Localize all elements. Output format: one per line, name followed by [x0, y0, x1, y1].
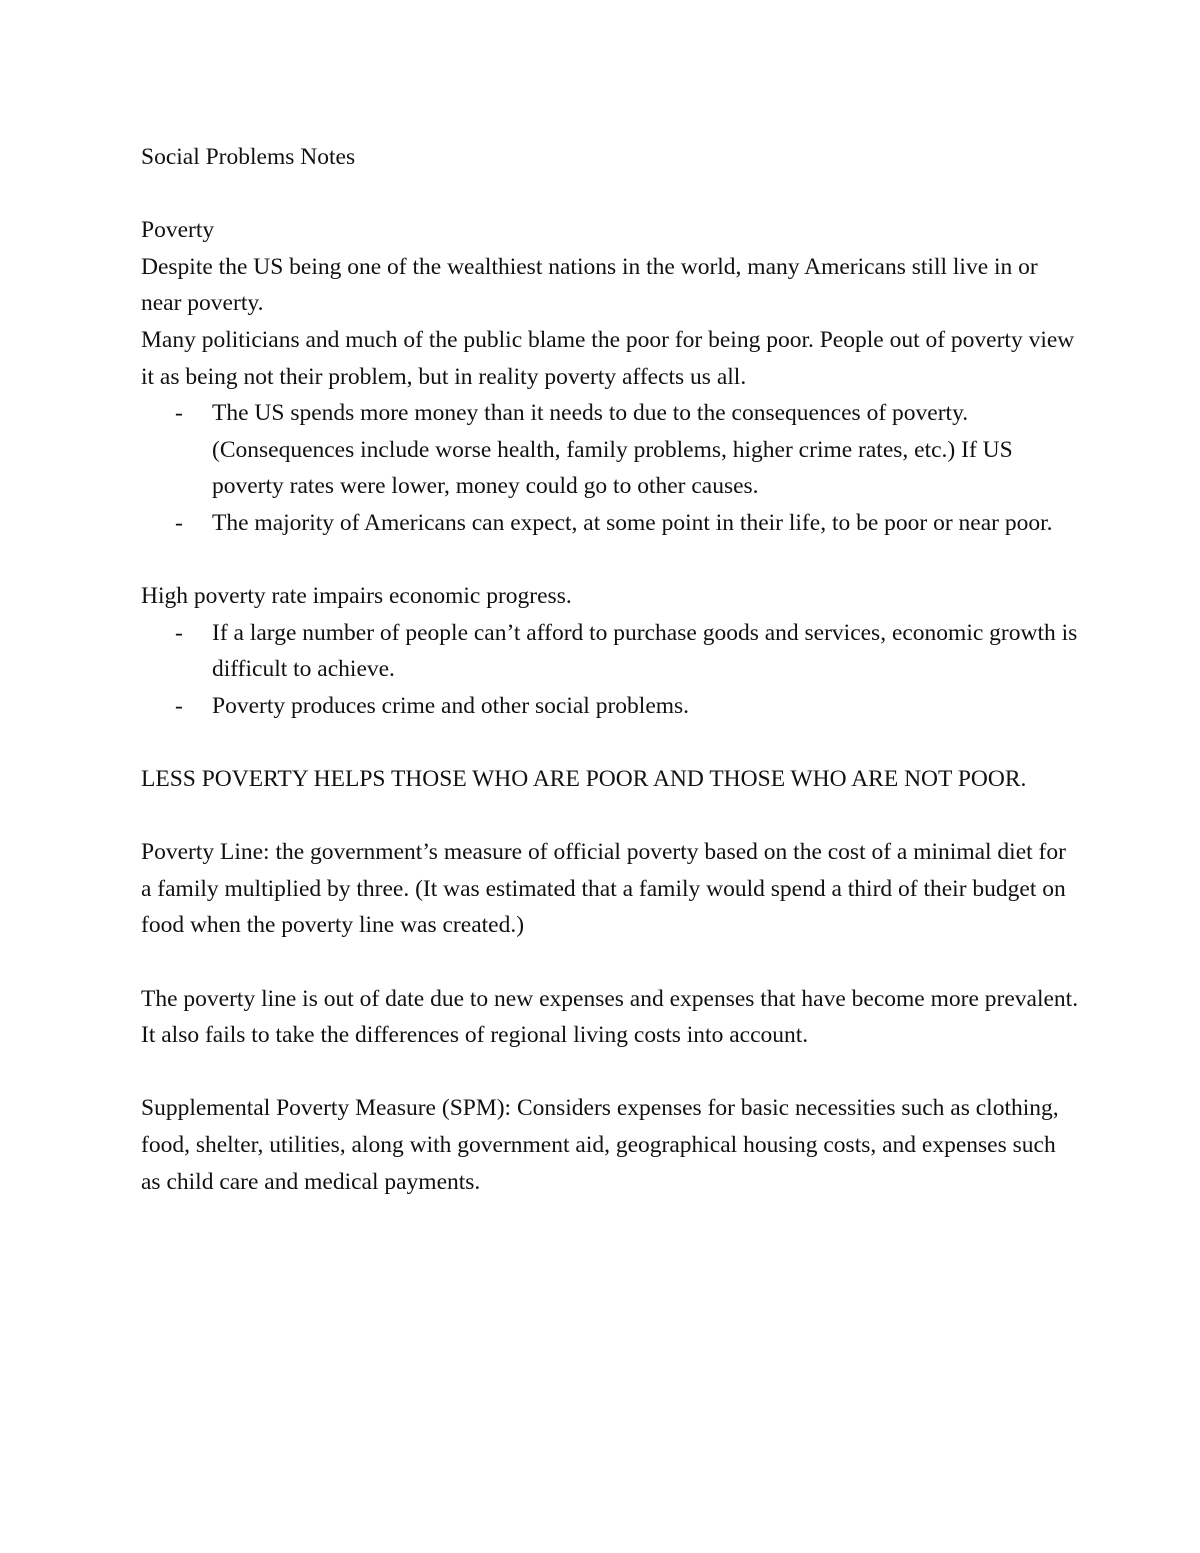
poverty-bullet-list [141, 395, 1081, 541]
document-title: Social Problems Notes [141, 144, 356, 170]
blank-line [141, 944, 1081, 981]
blank-line [141, 1054, 1081, 1091]
list-item: - Poverty produces crime and other social problems. [212, 688, 1081, 725]
blank-line [141, 798, 1081, 835]
blank-line [141, 542, 1081, 579]
emphasis-statement: LESS POVERTY HELPS THOSE WHO ARE POOR AND THOSE WHO ARE NOT POOR. [141, 766, 1027, 793]
section-heading-economic: High poverty rate impairs economic progress. [141, 583, 572, 610]
paragraph-poverty-line: Poverty Line: the government’s measure of official poverty based on the cost of a minimal diet for a family multiplied by three. (It was estimated that a family would spend a third of their budget on food when the poverty line was created.) [141, 839, 1066, 939]
paragraph-spm: Supplemental Poverty Measure (SPM): Considers expenses for basic necessities such as clothing, food, shelter, utilities, along with government aid, geographical housing costs, and expenses such as child care and medical payments. [141, 1095, 1059, 1195]
paragraph-wealth: Despite the US being one of the wealthiest nations in the world, many Americans still live in or near poverty. [141, 253, 1038, 317]
section-heading-poverty: Poverty [141, 217, 215, 244]
paragraph-out-of-date: The poverty line is out of date due to new expenses and expenses that have become more prevalent. It also fails to take the differences of regional living costs into account. [141, 985, 1079, 1049]
list-item: - The US spends more money than it needs to due to the consequences of poverty. (Consequences include worse health, family problems, higher crime rates, etc.) If US poverty rates were lower, money could go to other causes. [212, 395, 1081, 505]
document-page [141, 139, 1081, 1200]
blank-line [141, 176, 1081, 213]
economic-bullet-list [141, 615, 1081, 725]
list-item: - The majority of Americans can expect, at some point in their life, to be poor or near poor. [212, 505, 1081, 542]
blank-line [141, 725, 1081, 762]
list-item: - If a large number of people can’t afford to purchase goods and services, economic growth is difficult to achieve. [212, 615, 1081, 688]
paragraph-blame: Many politicians and much of the public blame the poor for being poor. People out of poverty view it as being not their problem, but in reality poverty affects us all. [141, 326, 1075, 390]
